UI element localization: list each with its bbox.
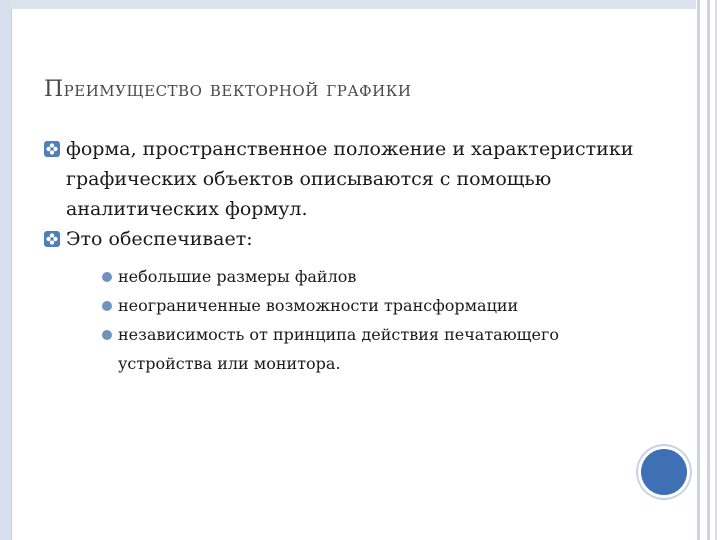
slide-title: Преимущество векторной графики: [44, 77, 412, 102]
flower-bullet-icon: [44, 141, 60, 157]
sub-bullet-text: небольшие размеры файлов: [118, 267, 357, 286]
dot-bullet-icon: [102, 272, 112, 282]
dot-bullet-icon: [102, 301, 112, 311]
slide-content: [44, 134, 644, 378]
sub-bullet-text: независимость от принципа действия печатающего устройства или монитора.: [118, 325, 560, 373]
left-frame-band: [0, 0, 12, 540]
right-frame-line: [707, 0, 710, 540]
bullet-text: форма, пространственное положение и характеристики графических объектов описываются с помощью аналитических формул.: [66, 138, 634, 220]
dot-bullet-icon: [102, 330, 112, 340]
bullet-item: [44, 224, 644, 378]
sub-bullet-item: [66, 291, 644, 320]
right-frame-line: [715, 0, 717, 540]
circle-decoration: [641, 449, 687, 495]
sub-bullet-item: [66, 320, 644, 378]
flower-bullet-icon: [44, 231, 60, 247]
sub-bullet-item: [66, 262, 644, 291]
sub-bullet-list: [66, 262, 644, 378]
sub-bullet-text: неограниченные возможности трансформации: [118, 296, 519, 315]
bullet-item: [44, 134, 644, 224]
top-frame-band: [11, 0, 696, 9]
right-frame-line: [697, 0, 700, 540]
bullet-text: Это обеспечивает:: [66, 228, 253, 250]
